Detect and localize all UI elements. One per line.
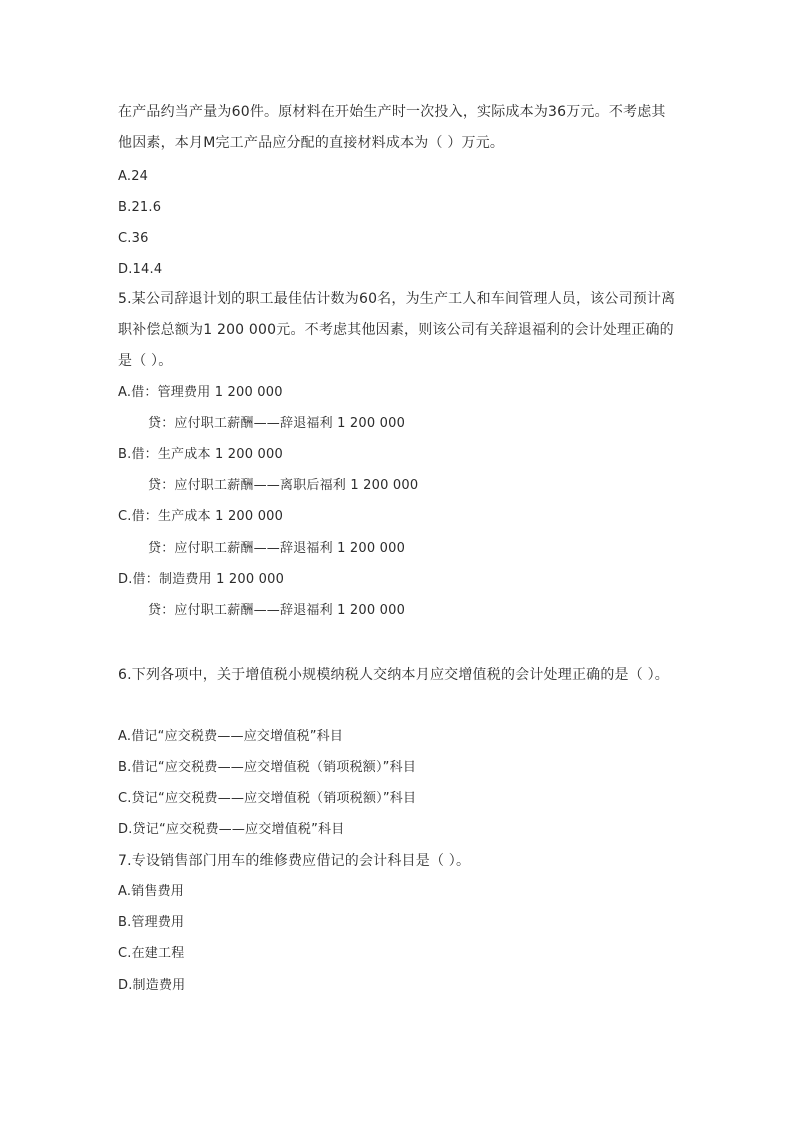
q6-option-c: C.贷记“应交税费——应交增值税（销项税额）”科目 — [118, 791, 417, 806]
q7-option-d: D.制造费用 — [118, 978, 186, 993]
q4-stem-line2: 他因素，本月M完工产品应分配的直接材料成本为（ ）万元。 — [118, 135, 505, 151]
q5-option-c-credit: 贷：应付职工薪酬——辞退福利 1 200 000 — [148, 541, 406, 556]
q5-stem-line3: 是（ ）。 — [118, 353, 173, 369]
q5-option-d-debit: D.借：制造费用 1 200 000 — [118, 572, 285, 587]
q4-option-c: C.36 — [118, 231, 149, 246]
q6-stem: 6.下列各项中，关于增值税小规模纳税人交纳本月应交增值税的会计处理正确的是（ ）。 — [118, 667, 670, 683]
q5-option-b-credit: 贷：应付职工薪酬——离职后福利 1 200 000 — [148, 478, 419, 493]
q5-stem-line1: 5.某公司辞退计划的职工最佳估计数为60名，为生产工人和车间管理人员，该公司预计离 — [118, 291, 676, 307]
q7-option-a: A.销售费用 — [118, 884, 184, 899]
q7-option-c: C.在建工程 — [118, 946, 185, 961]
q6-option-d: D.贷记“应交税费——应交增值税”科目 — [118, 822, 345, 837]
q4-option-d: D.14.4 — [118, 262, 163, 277]
q4-stem-line1: 在产品约当产量为60件。原材料在开始生产时一次投入，实际成本为36万元。不考虑其 — [118, 104, 666, 120]
q5-option-a-debit: A.借：管理费用 1 200 000 — [118, 385, 283, 400]
q7-stem: 7.专设销售部门用车的维修费应借记的会计科目是（ ）。 — [118, 853, 471, 869]
q5-option-a-credit: 贷：应付职工薪酬——辞退福利 1 200 000 — [148, 416, 406, 431]
q7-option-b: B.管理费用 — [118, 915, 185, 930]
q4-option-b: B.21.6 — [118, 200, 162, 215]
q5-option-d-credit: 贷：应付职工薪酬——辞退福利 1 200 000 — [148, 603, 406, 618]
q5-option-c-debit: C.借：生产成本 1 200 000 — [118, 509, 284, 524]
q6-option-a: A.借记“应交税费——应交增值税”科目 — [118, 729, 344, 744]
q4-option-a: A.24 — [118, 169, 149, 184]
q5-option-b-debit: B.借：生产成本 1 200 000 — [118, 447, 283, 462]
q5-stem-line2: 职补偿总额为1 200 000元。不考虑其他因素，则该公司有关辞退福利的会计处理正确的 — [118, 322, 674, 338]
q6-option-b: B.借记“应交税费——应交增值税（销项税额）”科目 — [118, 760, 417, 775]
